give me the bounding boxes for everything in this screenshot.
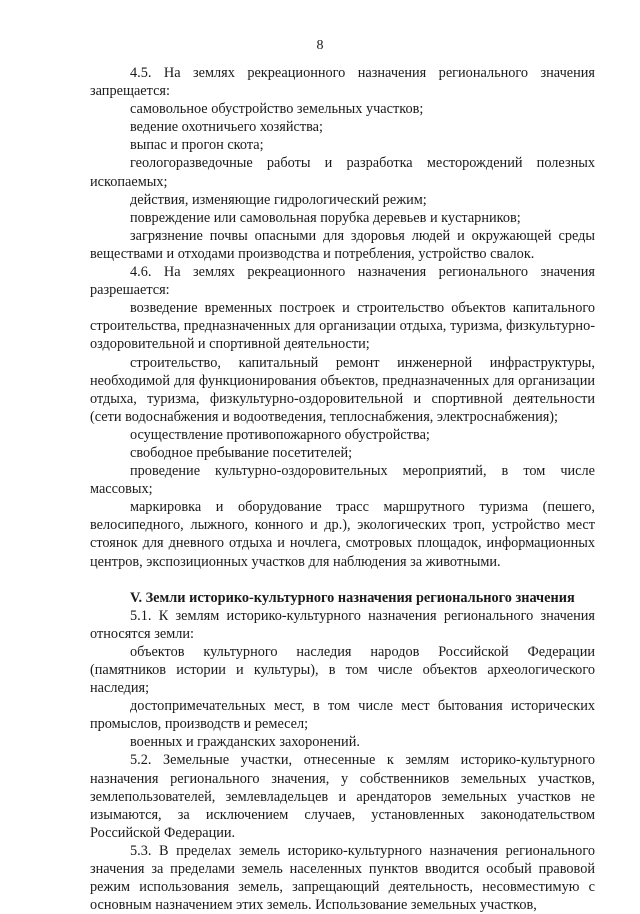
paragraph: маркировка и оборудование трасс маршрутного туризма (пешего, велосипедного, лыжного, конного и др.), экологических троп, устройство мест стоянок для дневного отдыха и ночлега, смотровых площадок, информационных центров, экспозиционных участков для наблюдения за животными. xyxy=(90,499,595,570)
paragraph: 4.5. На землях рекреационного назначения регионального значения запрещается: xyxy=(90,65,595,100)
paragraph: военных и гражданских захоронений. xyxy=(130,734,360,751)
paragraph: возведение временных построек и строительство объектов капитального строительства, предназначенных для организации отдыха, туризма, физкультурно-оздоровительной и спортивной деятельности; xyxy=(90,300,595,353)
paragraph: выпас и прогон скота; xyxy=(130,137,264,154)
paragraph: 5.1. К землям историко-культурного назначения регионального значения относятся земли: xyxy=(90,607,595,642)
paragraph: проведение культурно-оздоровительных мероприятий, в том числе массовых; xyxy=(90,463,595,498)
paragraph: повреждение или самовольная порубка деревьев и кустарников; xyxy=(130,209,521,226)
paragraph: достопримечательных мест, в том числе мест бытования исторических промыслов, производств и ремесел; xyxy=(90,698,595,733)
paragraph: осуществление противопожарного обустройства; xyxy=(130,426,430,443)
paragraph: действия, изменяющие гидрологический режим; xyxy=(130,191,427,208)
paragraph: строительство, капитальный ремонт инженерной инфраструктуры, необходимой для функционирования объектов, предназначенных для организации отдыха, туризма, физкультурно-оздоровительной и спортивной деятельности (сети водоснабжения и водоотведения, теплоснабжения, электроснабжения); xyxy=(90,354,595,425)
paragraph: 5.2. Земельные участки, отнесенные к землям историко-культурного назначения регионального значения, у собственников земельных участков, землепользователей, землевладельцев и арендаторов земельных участков не изымаются, за исключением случаев, установленных законодательством Российской Федерации. xyxy=(90,752,595,841)
paragraph: загрязнение почвы опасными для здоровья людей и окружающей среды веществами и отходами производства и потребления, устройство свалок. xyxy=(90,227,595,262)
section-heading: V. Земли историко-культурного назначения регионального значения xyxy=(130,589,575,606)
paragraph: 5.3. В пределах земель историко-культурного назначения регионального значения за пределами земель населенных пунктов вводится особый правовой режим использования земель, запрещающий деятельность, несовместимую с основным назначением этих земель. Использование земельных участков, xyxy=(90,842,595,914)
paragraph: 4.6. На землях рекреационного назначения регионального значения разрешается: xyxy=(90,264,595,299)
paragraph: геологоразведочные работы и разработка месторождений полезных ископаемых; xyxy=(90,155,595,190)
page-number: 8 xyxy=(316,38,324,53)
paragraph: ведение охотничьего хозяйства; xyxy=(130,119,323,136)
paragraph: свободное пребывание посетителей; xyxy=(130,444,353,461)
paragraph: объектов культурного наследия народов Российской Федерации (памятников истории и культуры), в том числе объектов археологического наследия; xyxy=(90,643,595,697)
paragraph: самовольное обустройство земельных участков; xyxy=(130,101,424,118)
document-body xyxy=(90,64,595,914)
